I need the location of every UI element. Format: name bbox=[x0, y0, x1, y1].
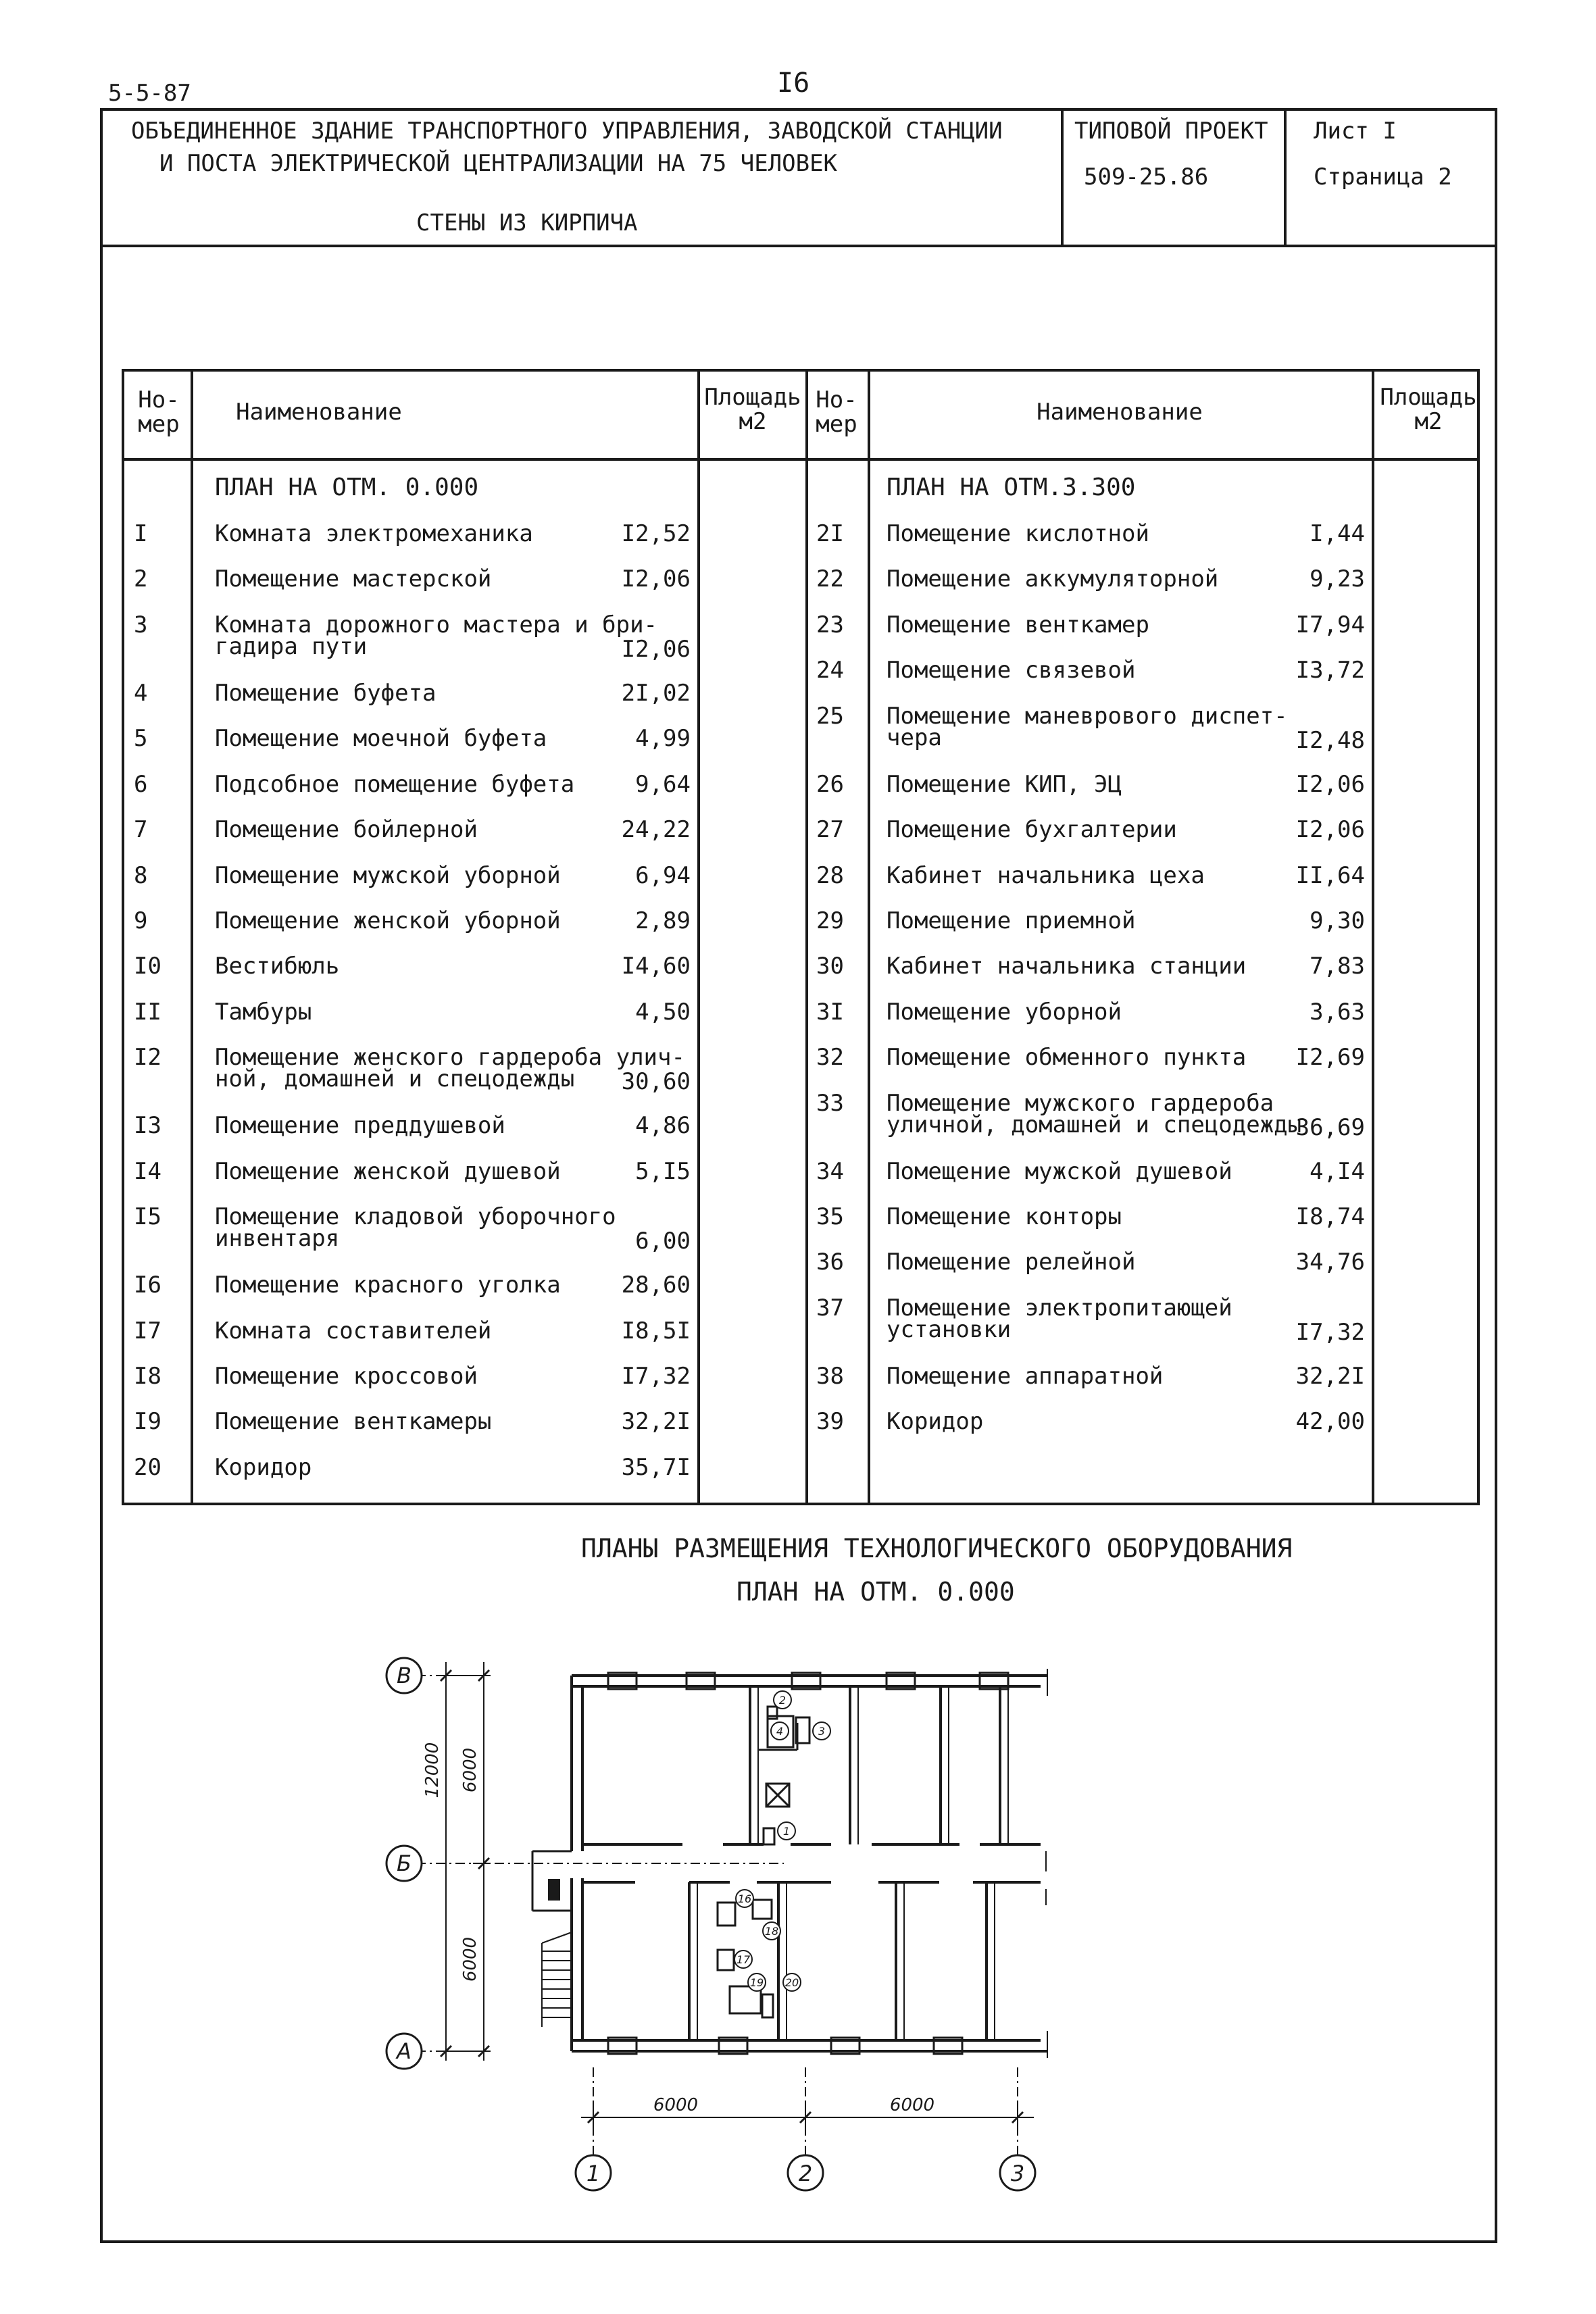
left-row-num: 7 bbox=[134, 816, 148, 844]
header-name-left: Наименование bbox=[236, 399, 402, 426]
equip-mark-4: 4 bbox=[776, 1725, 784, 1738]
axis-row-b: Б bbox=[397, 1851, 412, 1876]
equip-mark-18: 18 bbox=[764, 1925, 779, 1938]
left-row-num: I5 bbox=[134, 1203, 161, 1230]
left-row-name: Помещение моечной буфета bbox=[215, 725, 547, 753]
left-row-area: 5,I5 bbox=[635, 1157, 691, 1185]
right-row-num: 24 bbox=[816, 657, 844, 684]
right-row-num: 38 bbox=[816, 1362, 844, 1390]
right-row-area: I3,72 bbox=[1295, 657, 1365, 684]
equip-mark-20: 20 bbox=[784, 1976, 799, 1989]
right-row-num: 29 bbox=[816, 907, 844, 934]
plan-subheading: ПЛАН НА ОТМ. 0.000 bbox=[737, 1577, 1015, 1607]
right-row-area: 4,I4 bbox=[1310, 1157, 1365, 1185]
left-row-area: 2,89 bbox=[635, 907, 691, 934]
equip-mark-17: 17 bbox=[736, 1953, 751, 1966]
left-row-name: Вестибюль bbox=[215, 953, 340, 980]
left-row-num: I bbox=[134, 520, 148, 547]
left-row-num: 5 bbox=[134, 725, 148, 753]
dim-v-part2: 6000 bbox=[460, 1936, 480, 1982]
floor-plan-drawing bbox=[365, 1649, 1081, 2203]
header-name-right: Наименование bbox=[1037, 399, 1203, 426]
left-row-name: Подсобное помещение буфета bbox=[215, 770, 575, 798]
left-row-name: Помещение кроссовой bbox=[215, 1362, 478, 1390]
left-row-area: I2,06 bbox=[621, 635, 691, 663]
right-row-num: 2I bbox=[816, 520, 844, 547]
header-num-left: Но- мер bbox=[138, 386, 180, 438]
equip-mark-16: 16 bbox=[737, 1892, 752, 1905]
dim-v-part1: 6000 bbox=[460, 1747, 480, 1793]
right-row-name: Помещение бухгалтерии bbox=[887, 816, 1177, 844]
left-row-area: I2,52 bbox=[621, 520, 691, 547]
series-code: 5-5-87 bbox=[108, 80, 191, 107]
right-row-num: 35 bbox=[816, 1203, 844, 1230]
right-row-name: Помещение венткамер bbox=[887, 611, 1149, 638]
title-cell bbox=[100, 108, 1064, 245]
right-row-num: 27 bbox=[816, 816, 844, 844]
title-block bbox=[100, 108, 1497, 247]
equip-mark-1: 1 bbox=[782, 1825, 791, 1838]
right-row-area: 7,83 bbox=[1310, 953, 1365, 980]
right-row-num: 28 bbox=[816, 861, 844, 889]
left-row-num: 6 bbox=[134, 770, 148, 798]
left-row-num: I3 bbox=[134, 1112, 161, 1140]
right-row-name: Помещение кислотной bbox=[887, 520, 1149, 547]
right-row-area: 36,69 bbox=[1295, 1113, 1365, 1141]
left-row-num: I6 bbox=[134, 1272, 161, 1299]
right-row-area: I8,74 bbox=[1295, 1203, 1365, 1230]
right-row-area: I2,48 bbox=[1295, 726, 1365, 754]
right-row-area: I2,06 bbox=[1295, 770, 1365, 798]
left-row-name: Тамбуры bbox=[215, 998, 312, 1026]
right-row-name: Помещение приемной bbox=[887, 907, 1136, 934]
header-area-left: Площадь м2 bbox=[704, 384, 801, 435]
right-row-name: Помещение конторы bbox=[887, 1203, 1122, 1230]
right-row-num: 25 bbox=[816, 702, 844, 730]
right-row-area: 42,00 bbox=[1295, 1408, 1365, 1436]
right-row-num: 33 bbox=[816, 1089, 844, 1117]
equip-mark-2: 2 bbox=[778, 1694, 787, 1707]
project-label: ТИПОВОЙ ПРОЕКТ bbox=[1074, 118, 1268, 145]
right-row-name: Помещение аппаратной bbox=[887, 1362, 1164, 1390]
right-row-num: 32 bbox=[816, 1044, 844, 1072]
left-row-num: 9 bbox=[134, 907, 148, 934]
equip-mark-19: 19 bbox=[749, 1976, 764, 1989]
left-row-name: Помещение мужской уборной bbox=[215, 861, 561, 889]
page-number: I6 bbox=[777, 68, 810, 99]
right-row-num: 23 bbox=[816, 611, 844, 638]
title-subtitle: СТЕНЫ ИЗ КИРПИЧА bbox=[416, 209, 638, 236]
right-row-area: 32,2I bbox=[1295, 1362, 1365, 1390]
left-row-name: Помещение венткамеры bbox=[215, 1408, 492, 1436]
right-row-name: Помещение мужского гардероба уличной, домашней и спецодежды bbox=[887, 1089, 1302, 1138]
right-row-num: 37 bbox=[816, 1294, 844, 1322]
dim-v-total: 12000 bbox=[422, 1742, 443, 1799]
right-row-area: I2,06 bbox=[1295, 816, 1365, 844]
left-row-area: 4,86 bbox=[635, 1112, 691, 1140]
left-row-name: Помещение женской душевой bbox=[215, 1157, 561, 1185]
left-row-area: 6,00 bbox=[635, 1228, 691, 1255]
right-row-name: Помещение связевой bbox=[887, 657, 1136, 684]
left-row-area: I7,32 bbox=[621, 1362, 691, 1390]
left-row-name: Помещение женского гардероба улич- ной, домашней и спецодежды bbox=[215, 1044, 685, 1093]
left-plan-heading: ПЛАН НА ОТМ. 0.000 bbox=[215, 474, 479, 501]
right-row-area: 9,30 bbox=[1310, 907, 1365, 934]
right-row-name: Помещение уборной bbox=[887, 998, 1122, 1026]
left-row-num: 20 bbox=[134, 1453, 161, 1481]
rooms-table bbox=[122, 369, 1480, 1505]
left-row-num: I2 bbox=[134, 1044, 161, 1072]
right-plan-heading: ПЛАН НА ОТМ.3.300 bbox=[887, 474, 1136, 501]
axis-col-2: 2 bbox=[798, 2161, 813, 2186]
axis-col-1: 1 bbox=[586, 2161, 601, 2186]
right-row-name: Коридор bbox=[887, 1408, 984, 1436]
left-row-name: Помещение бойлерной bbox=[215, 816, 478, 844]
dim-h-2: 6000 bbox=[889, 2095, 935, 2115]
right-row-name: Помещение мужской душевой bbox=[887, 1157, 1232, 1185]
right-row-area: I2,69 bbox=[1295, 1044, 1365, 1072]
axis-col-3: 3 bbox=[1010, 2161, 1025, 2186]
right-row-area: II,64 bbox=[1295, 861, 1365, 889]
title-line2: И ПОСТА ЭЛЕКТРИЧЕСКОЙ ЦЕНТРАЛИЗАЦИИ НА 75 ЧЕЛОВЕК bbox=[159, 150, 838, 177]
right-row-name: Помещение обменного пункта bbox=[887, 1044, 1247, 1072]
left-row-area: 4,50 bbox=[635, 998, 691, 1026]
left-row-num: I4 bbox=[134, 1157, 161, 1185]
left-row-name: Комната электромеханика bbox=[215, 520, 533, 547]
left-row-area: 30,60 bbox=[621, 1068, 691, 1096]
right-row-area: 3,63 bbox=[1310, 998, 1365, 1026]
left-row-area: 28,60 bbox=[621, 1272, 691, 1299]
right-row-num: 30 bbox=[816, 953, 844, 980]
left-row-area: 24,22 bbox=[621, 816, 691, 844]
left-row-name: Помещение преддушевой bbox=[215, 1112, 505, 1140]
right-row-num: 3I bbox=[816, 998, 844, 1026]
right-row-num: 26 bbox=[816, 770, 844, 798]
header-num-right: Но- мер bbox=[816, 386, 857, 438]
left-row-area: I2,06 bbox=[621, 565, 691, 593]
left-row-name: Помещение кладовой уборочного инвентаря bbox=[215, 1203, 616, 1252]
project-number: 509-25.86 bbox=[1084, 164, 1209, 191]
right-row-area: I,44 bbox=[1310, 520, 1365, 547]
left-row-area: 2I,02 bbox=[621, 679, 691, 707]
left-row-name: Коридор bbox=[215, 1453, 312, 1481]
header-area-right: Площадь м2 bbox=[1380, 384, 1477, 435]
axis-row-a: А bbox=[397, 2038, 412, 2064]
left-row-num: I7 bbox=[134, 1317, 161, 1344]
left-row-area: I4,60 bbox=[621, 953, 691, 980]
left-row-area: 32,2I bbox=[621, 1408, 691, 1436]
right-row-num: 39 bbox=[816, 1408, 844, 1436]
left-row-num: I9 bbox=[134, 1408, 161, 1436]
left-row-num: I0 bbox=[134, 953, 161, 980]
left-row-num: 3 bbox=[134, 611, 148, 638]
left-row-name: Комната составителей bbox=[215, 1317, 492, 1344]
right-row-num: 36 bbox=[816, 1249, 844, 1276]
right-row-name: Помещение электропитающей установки bbox=[887, 1294, 1232, 1343]
sheet-label: Лист I bbox=[1314, 118, 1397, 145]
right-row-area: I7,32 bbox=[1295, 1318, 1365, 1346]
left-row-name: Помещение буфета bbox=[215, 679, 437, 707]
right-row-num: 34 bbox=[816, 1157, 844, 1185]
right-row-name: Кабинет начальника цеха bbox=[887, 861, 1205, 889]
left-row-area: 9,64 bbox=[635, 770, 691, 798]
right-row-num: 22 bbox=[816, 565, 844, 593]
left-row-num: I8 bbox=[134, 1362, 161, 1390]
left-row-name: Помещение мастерской bbox=[215, 565, 492, 593]
right-row-name: Помещение релейной bbox=[887, 1249, 1136, 1276]
right-row-name: Помещение маневрового диспет- чера bbox=[887, 702, 1288, 751]
left-row-num: 2 bbox=[134, 565, 148, 593]
dim-h-1: 6000 bbox=[653, 2095, 699, 2115]
project-cell bbox=[1064, 108, 1287, 245]
left-row-num: 8 bbox=[134, 861, 148, 889]
axis-row-v: В bbox=[397, 1663, 412, 1688]
left-row-area: 4,99 bbox=[635, 725, 691, 753]
plan-heading: ПЛАНЫ РАЗМЕЩЕНИЯ ТЕХНОЛОГИЧЕСКОГО ОБОРУДОВАНИЯ bbox=[581, 1534, 1293, 1563]
left-row-area: 35,7I bbox=[621, 1453, 691, 1481]
sheet-cell bbox=[1287, 108, 1495, 245]
equip-mark-3: 3 bbox=[818, 1725, 826, 1738]
right-row-name: Помещение аккумуляторной bbox=[887, 565, 1219, 593]
left-row-name: Помещение красного уголка bbox=[215, 1272, 561, 1299]
left-row-name: Помещение женской уборной bbox=[215, 907, 561, 934]
left-row-num: 4 bbox=[134, 679, 148, 707]
left-row-name: Комната дорожного мастера и бри- гадира пути bbox=[215, 611, 658, 660]
left-row-num: II bbox=[134, 998, 161, 1026]
right-row-name: Помещение КИП, ЭЦ bbox=[887, 770, 1122, 798]
left-row-area: I8,5I bbox=[621, 1317, 691, 1344]
right-row-area: 9,23 bbox=[1310, 565, 1365, 593]
right-row-area: 34,76 bbox=[1295, 1249, 1365, 1276]
right-row-area: I7,94 bbox=[1295, 611, 1365, 638]
title-line1: ОБЪЕДИНЕННОЕ ЗДАНИЕ ТРАНСПОРТНОГО УПРАВЛЕНИЯ, ЗАВОДСКОЙ СТАНЦИИ bbox=[131, 118, 1003, 145]
left-row-area: 6,94 bbox=[635, 861, 691, 889]
right-row-name: Кабинет начальника станции bbox=[887, 953, 1247, 980]
sheet-page: Страница 2 bbox=[1314, 164, 1452, 191]
